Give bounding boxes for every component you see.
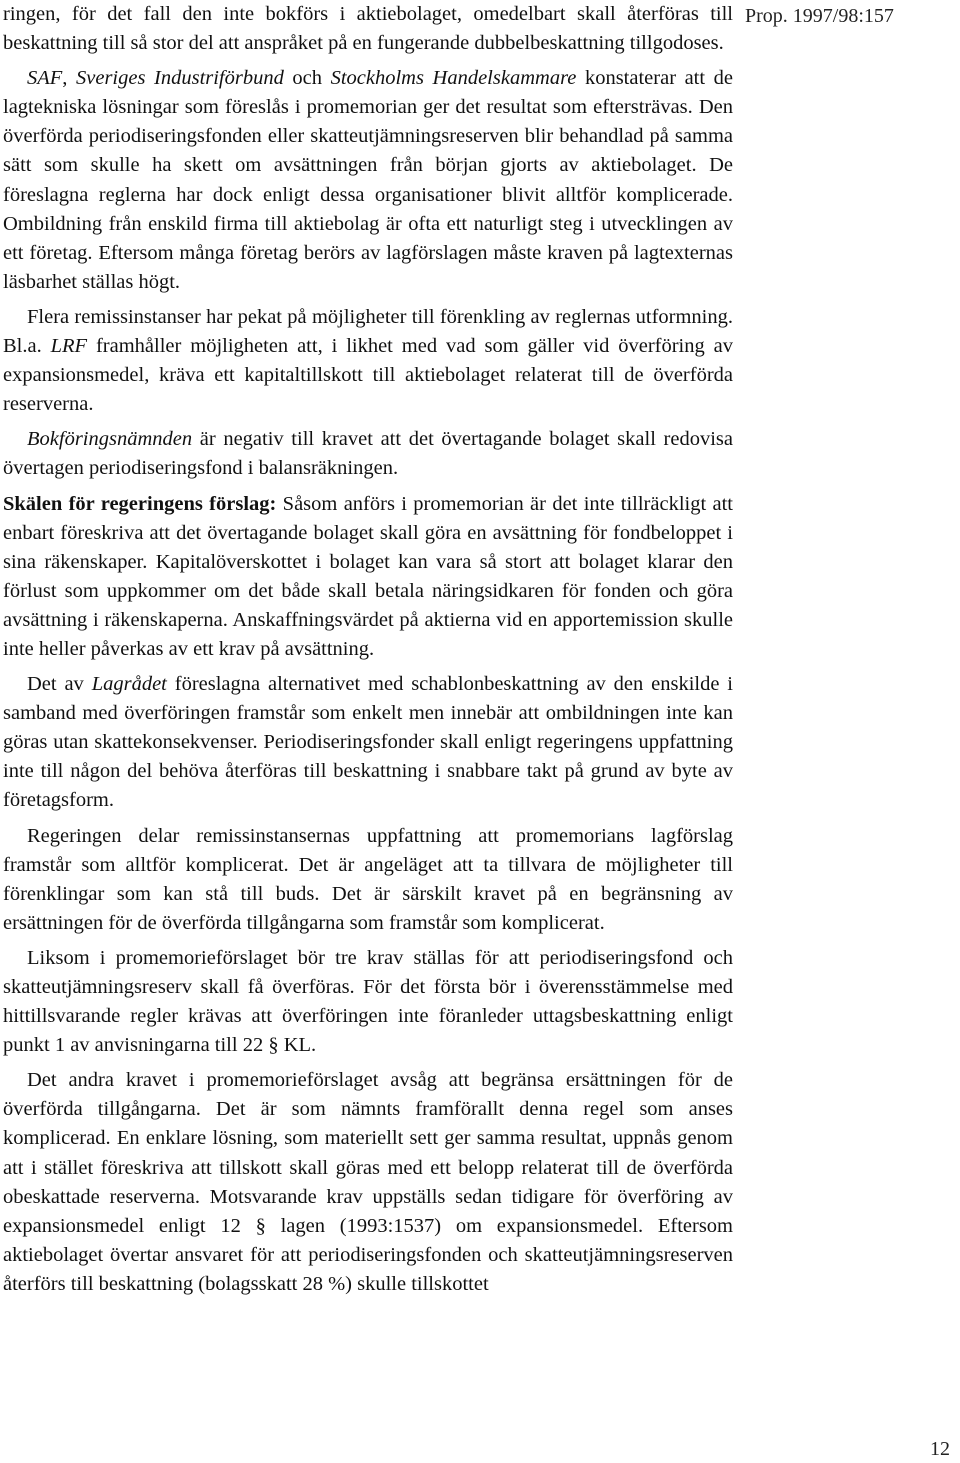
proposition-reference: Prop. 1997/98:157 bbox=[745, 5, 894, 27]
paragraph-government-agrees bbox=[3, 822, 733, 938]
paragraph-text: Flera remissinstanser har pekat på möjligheter till förenkling av reglernas utformning. Bl.a. bbox=[3, 305, 733, 358]
organisation-name: SAF bbox=[27, 67, 63, 90]
paragraph-text: konstaterar att de lagtekniska lösningar som föreslås i promemorian ger det resultat som eftersträvas. Den överförda periodiseringsfonden eller skatteutjämningsreserven blir behandlad på samma sätt som skulle ha skett om avsättningen från början gjorts av aktiebolaget. De föreslagna reglerna har dock enligt dessa organisationer blivit alltför komplicerade. Ombildning från enskild firma till aktiebolag är ofta ett naturligt steg i utvecklingen av ett företag. Eftersom många företag berörs av lagförslagen måste kraven på lagtexternas läsbarhet ställas högt. bbox=[3, 67, 733, 293]
paragraph-text: föreslagna alternativet med schablonbeskattning av den enskilde i samband med överföringen framstår som enkelt men innebär att ombildningen inte kan göras utan skattekonsekvenser. Periodiseringsfonder skall enligt regeringens uppfattning inte till någon del behöva återföras till beskattning i snabbare takt på grund av byte av företagsform. bbox=[3, 673, 733, 812]
organisation-name: Bokföringsnämnden bbox=[27, 428, 193, 451]
organisation-name: Sveriges Industriförbund bbox=[76, 67, 284, 90]
paragraph-text: är negativ till kravet att det övertagande bolaget skall redovisa övertagen periodiseringsfond i balansräkningen. bbox=[3, 428, 733, 480]
paragraph-three-requirements bbox=[3, 944, 733, 1060]
paragraph-lagradet bbox=[3, 670, 733, 815]
paragraph-text: , bbox=[62, 67, 76, 90]
paragraph-simplification bbox=[3, 303, 733, 419]
paragraph-text: framhåller möjligheten att, i likhet med vad som gäller vid överföring av expansionsmedel, kräva ett kapitaltillskott till aktiebolaget relaterat till de överförda reserverna. bbox=[3, 335, 733, 416]
paragraph-bokforingsnamnden bbox=[3, 425, 733, 483]
paragraph-second-requirement bbox=[3, 1066, 733, 1299]
paragraph-text: Såsom anförs i promemorian är det inte tillräckligt att enbart föreskriva att det övertagande bolaget skall göra en avsättning för fondbeloppet i sina räkenskaper. Kapitalöverskottet i bolaget kan vara så stort att bolaget klarar den förlust som uppkommer om det både skall betala näringsidkaren för fonden och göra avsättning i räkenskaperna. Anskaffningsvärdet på aktierna vid en apportemission skulle inte heller påverkas av ett krav på avsättning. bbox=[3, 492, 733, 660]
paragraph-text: och bbox=[283, 67, 331, 90]
paragraph-continuation bbox=[3, 0, 733, 58]
paragraph-text: Liksom i promemorieförslaget bör tre krav ställas för att periodiseringsfond och skatteutjämningsreserv skall få överföras. För det första bör i överensstämmelse med hittillsvarande regler krävas att överföringen inte föranleder uttagsbeskattning enligt punkt 1 av anvisningarna till 22 § KL. bbox=[3, 946, 733, 1057]
organisation-name: Lagrådet bbox=[91, 673, 167, 696]
organisation-name: LRF bbox=[50, 335, 88, 358]
organisation-name: Stockholms Handelskammare bbox=[330, 67, 577, 90]
page-number: 12 bbox=[930, 1438, 950, 1460]
paragraph-text: ringen, för det fall den inte bokförs i aktiebolaget, omedelbart skall återföras till beskattning till så stor del att anspråket på en fungerande dubbelbeskattning tillgodoses. bbox=[3, 3, 733, 55]
section-lead-heading: Skälen för regeringens förslag: bbox=[3, 492, 277, 515]
paragraph-government-reasons bbox=[3, 490, 733, 665]
document-body bbox=[3, 0, 733, 1305]
paragraph-text: Regeringen delar remissinstansernas uppfattning att promemorians lagförslag framstår som alltför komplicerat. Det är angeläget att ta tillvara de möjligheter till förenklingar som kan stå till buds. Det är särskilt kravet på en begränsning av ersättningen för de överförda tillgångarna som framstår som komplicerat. bbox=[3, 824, 733, 934]
paragraph-text: Det av bbox=[27, 673, 92, 696]
paragraph-text: Det andra kravet i promemorieförslaget avsåg att begränsa ersättningen för de överförda tillgångarna. Det är som nämnts framförallt denna regel som anses komplicerad. En enklare lösning, som materiellt sett ger samma resultat, uppnås genom att i stället föreskriva att tillskott skall göras med ett belopp relaterat till de överförda obeskattade reserverna. Motsvarande krav uppställs sedan tidigare för överföring av expansionsmedel enligt 12 § lagen (1993:1537) om expansionsmedel. Eftersom aktiebolaget övertar ansvaret för att periodiseringsfonden och skatteutjämningsreserven återförs till beskattning (bolagsskatt 28 %) skulle tillskottet bbox=[3, 1069, 733, 1295]
paragraph-organisations-view bbox=[3, 64, 733, 297]
